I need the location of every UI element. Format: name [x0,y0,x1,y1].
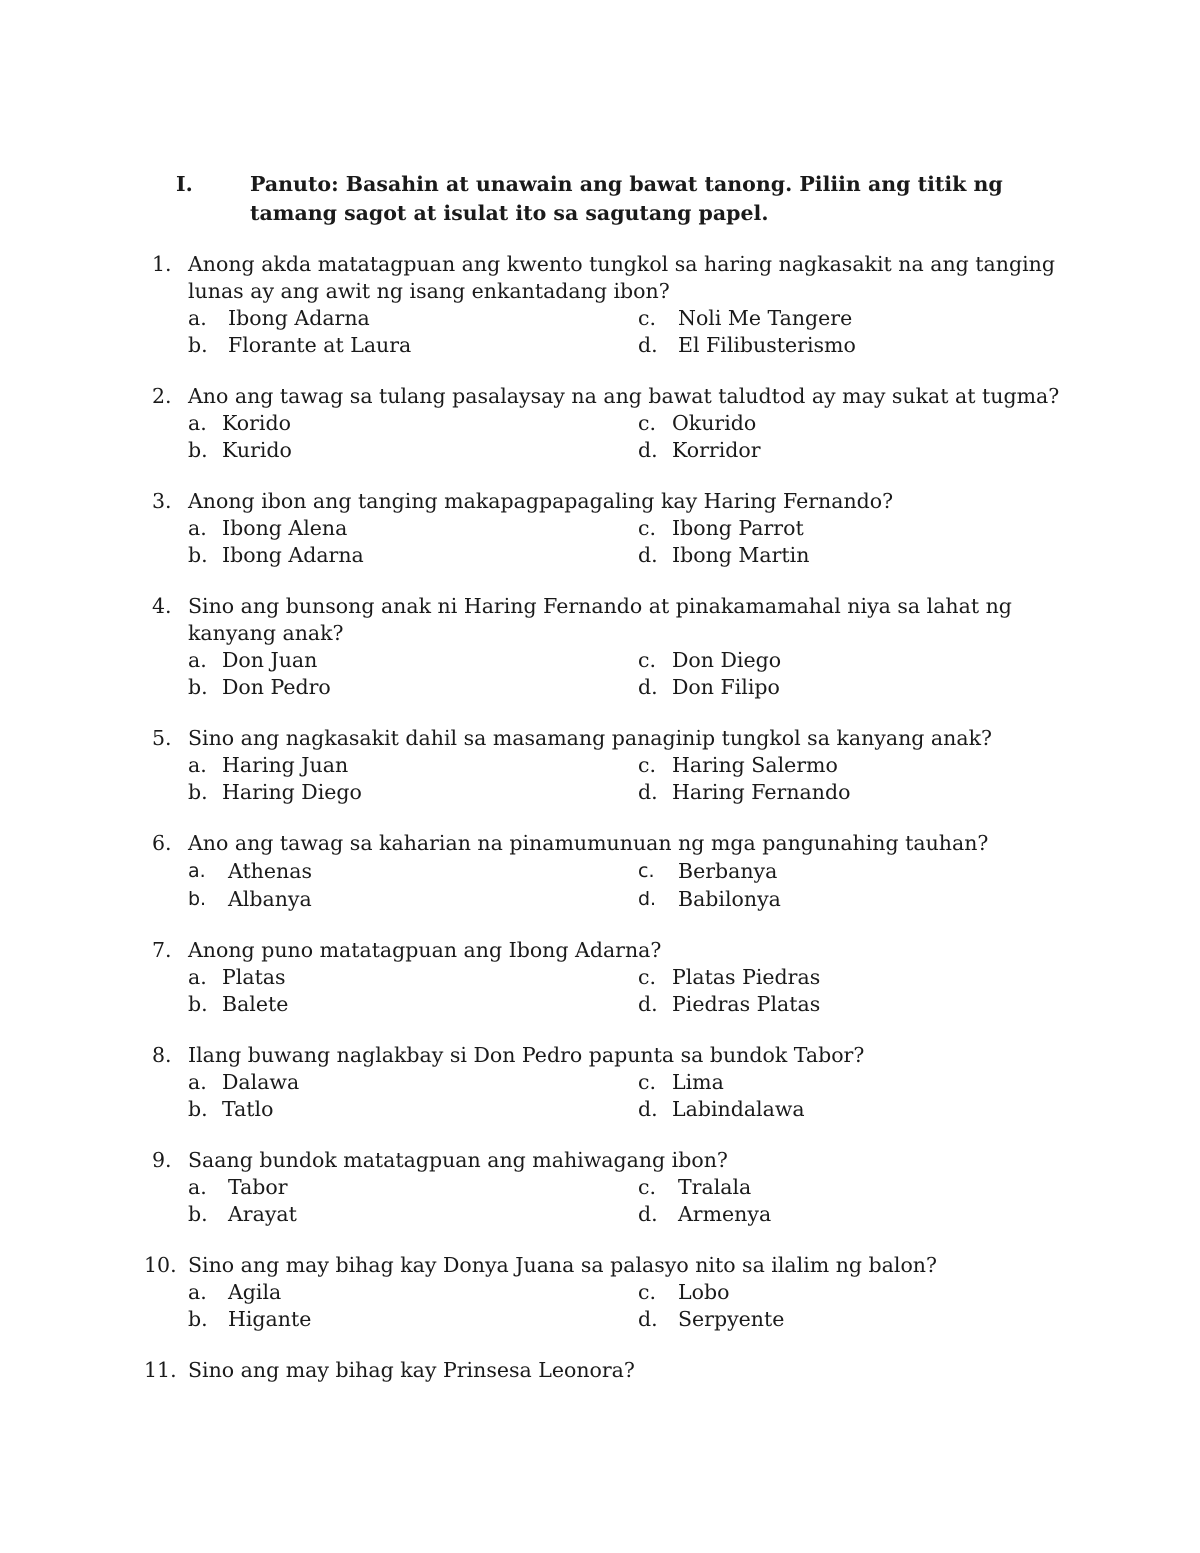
choice-c [638,1174,1058,1201]
choice-letter: d. [638,1307,658,1331]
choice-c [638,410,1058,437]
choice-text: Arayat [228,1202,297,1226]
choice-letter: c. [638,860,655,882]
question-number: 7. [152,938,172,962]
question-4 [150,593,1060,701]
choice-b [188,542,638,569]
choice-letter: d. [638,1097,658,1121]
question-stem [150,937,1060,964]
choice-text: Kurido [222,438,292,462]
choice-c [638,305,1058,332]
choice-text: Piedras Platas [672,992,821,1016]
choice-letter: a. [188,753,207,777]
choice-a [188,1279,638,1306]
choice-letter: d. [638,333,658,357]
choice-grid [150,752,1060,806]
choice-d [638,779,1058,806]
choice-letter: b. [188,992,208,1016]
question-stem [150,830,1060,857]
choice-text: Berbanya [678,859,778,883]
question-stem [150,725,1060,752]
choice-text: Korridor [672,438,761,462]
question-9 [150,1147,1060,1228]
choice-text: Haring Salermo [672,753,838,777]
choice-d [638,885,1058,913]
choice-text: Armenya [678,1202,772,1226]
choice-text: Athenas [228,859,312,883]
choice-grid [150,1279,1060,1333]
choice-letter: a. [188,1280,207,1304]
question-stem [150,593,1060,647]
question-1 [150,251,1060,359]
choice-text: Tatlo [222,1097,274,1121]
question-number: 1. [152,252,172,276]
question-number: 3. [152,489,172,513]
choice-text: Okurido [672,411,757,435]
question-stem [150,488,1060,515]
choice-b [188,437,638,464]
choice-grid [150,647,1060,701]
question-number: 2. [152,384,172,408]
choice-letter: c. [638,516,656,540]
choice-b [188,674,638,701]
choice-d [638,991,1058,1018]
question-text: Ano ang tawag sa tulang pasalaysay na ang bawat taludtod ay may sukat at tugma? [188,384,1060,408]
choice-text: Labindalawa [672,1097,805,1121]
choice-a [188,305,638,332]
choice-text: Don Pedro [222,675,331,699]
choice-letter: a. [188,306,207,330]
question-number: 6. [152,831,172,855]
instruction-text: Panuto: Basahin at unawain ang bawat tanong. Piliin ang titik ng tamang sagot at isulat ito sa sagutang papel. [250,172,1003,225]
choice-a [188,1069,638,1096]
choice-b [188,332,638,359]
question-5 [150,725,1060,806]
choice-d [638,1306,1058,1333]
question-10 [144,1252,1060,1333]
choice-text: Albanya [228,887,312,911]
question-stem [150,1042,1060,1069]
question-number: 8. [152,1043,172,1067]
choice-letter: b. [188,1202,208,1226]
question-11 [144,1357,1060,1384]
question-6 [150,830,1060,913]
choice-b [188,1201,638,1228]
choice-text: Agila [228,1280,282,1304]
choice-letter: a. [188,648,207,672]
choice-d [638,332,1058,359]
choice-c [638,1279,1058,1306]
question-2 [150,383,1060,464]
choice-b [188,1306,638,1333]
choice-letter: d. [638,438,658,462]
choice-text: Tabor [228,1175,288,1199]
choice-letter: b. [188,1307,208,1331]
question-8 [150,1042,1060,1123]
choice-text: Ibong Parrot [672,516,804,540]
choice-d [638,1096,1058,1123]
choice-letter: b. [188,438,208,462]
choice-c [638,1069,1058,1096]
question-stem [150,251,1060,305]
choice-c [638,647,1058,674]
question-text: Sino ang nagkasakit dahil sa masamang panaginip tungkol sa kanyang anak? [188,726,992,750]
choice-text: Ibong Alena [222,516,348,540]
choice-grid [150,857,1060,913]
choice-text: Platas Piedras [672,965,821,989]
choice-grid [150,964,1060,1018]
choice-letter: c. [638,1175,656,1199]
choice-c [638,515,1058,542]
choice-a [188,647,638,674]
choice-c [638,752,1058,779]
choice-text: Ibong Adarna [228,306,370,330]
choice-letter: d. [638,888,657,910]
choice-text: Serpyente [678,1307,785,1331]
choice-b [188,779,638,806]
choice-letter: c. [638,306,656,330]
choice-text: Don Juan [222,648,318,672]
choice-letter: a. [188,516,207,540]
question-text: Anong puno matatagpuan ang Ibong Adarna? [188,938,662,962]
choice-grid [150,515,1060,569]
choice-letter: a. [188,965,207,989]
instruction-block [176,170,1056,228]
choice-a [188,515,638,542]
choice-letter: a. [188,1070,207,1094]
choice-text: El Filibusterismo [678,333,856,357]
choice-text: Haring Diego [222,780,362,804]
choice-letter: b. [188,780,208,804]
choice-letter: a. [188,411,207,435]
question-list [144,251,1060,1408]
question-stem [144,1357,1060,1384]
question-number: 10. [144,1253,177,1277]
choice-letter: a. [188,860,206,882]
choice-text: Platas [222,965,286,989]
question-7 [150,937,1060,1018]
choice-text: Dalawa [222,1070,300,1094]
choice-d [638,542,1058,569]
choice-text: Don Diego [672,648,782,672]
question-text: Sino ang may bihag kay Donya Juana sa palasyo nito sa ilalim ng balon? [188,1253,937,1277]
choice-letter: c. [638,753,656,777]
choice-d [638,674,1058,701]
choice-letter: c. [638,648,656,672]
question-number: 11. [144,1358,177,1382]
question-text: Sino ang may bihag kay Prinsesa Leonora? [188,1358,635,1382]
choice-letter: d. [638,1202,658,1226]
question-text: Ilang buwang naglakbay si Don Pedro papunta sa bundok Tabor? [188,1043,865,1067]
choice-a [188,1174,638,1201]
choice-text: Babilonya [678,887,781,911]
choice-letter: c. [638,1280,656,1304]
choice-text: Korido [222,411,291,435]
choice-text: Noli Me Tangere [678,306,853,330]
choice-letter: b. [188,333,208,357]
choice-text: Ibong Adarna [222,543,364,567]
choice-a [188,964,638,991]
question-text: Saang bundok matatagpuan ang mahiwagang ibon? [188,1148,728,1172]
choice-letter: d. [638,675,658,699]
choice-letter: a. [188,1175,207,1199]
choice-grid [150,305,1060,359]
question-text: Anong akda matatagpuan ang kwento tungkol sa haring nagkasakit na ang tanging lunas ay ang awit ng isang enkantadang ibon? [188,252,1055,303]
choice-b [188,1096,638,1123]
choice-text: Florante at Laura [228,333,412,357]
question-number: 5. [152,726,172,750]
choice-c [638,857,1058,885]
choice-text: Lima [672,1070,724,1094]
choice-letter: b. [188,543,208,567]
choice-d [638,437,1058,464]
choice-letter: d. [638,992,658,1016]
choice-text: Ibong Martin [672,543,810,567]
choice-letter: b. [188,888,207,910]
choice-text: Don Filipo [672,675,780,699]
question-text: Sino ang bunsong anak ni Haring Fernando at pinakamamahal niya sa lahat ng kanyang anak? [188,594,1012,645]
question-3 [150,488,1060,569]
question-stem [150,1147,1060,1174]
choice-text: Haring Juan [222,753,349,777]
choice-a [188,857,638,885]
choice-letter: d. [638,543,658,567]
choice-a [188,752,638,779]
question-stem [150,383,1060,410]
choice-b [188,991,638,1018]
choice-grid [150,410,1060,464]
choice-grid [150,1174,1060,1228]
choice-letter: b. [188,675,208,699]
question-text: Ano ang tawag sa kaharian na pinamumunuan ng mga pangunahing tauhan? [188,831,989,855]
question-stem [144,1252,1060,1279]
choice-text: Higante [228,1307,312,1331]
choice-text: Lobo [678,1280,730,1304]
question-number: 9. [152,1148,172,1172]
choice-a [188,410,638,437]
section-numeral: I. [176,172,193,196]
choice-c [638,964,1058,991]
question-text: Anong ibon ang tanging makapagpapagaling kay Haring Fernando? [188,489,894,513]
choice-letter: c. [638,411,656,435]
choice-text: Tralala [678,1175,752,1199]
choice-d [638,1201,1058,1228]
choice-text: Balete [222,992,289,1016]
choice-letter: d. [638,780,658,804]
choice-b [188,885,638,913]
choice-text: Haring Fernando [672,780,851,804]
choice-letter: c. [638,1070,656,1094]
choice-letter: c. [638,965,656,989]
choice-grid [150,1069,1060,1123]
question-number: 4. [152,594,172,618]
choice-letter: b. [188,1097,208,1121]
